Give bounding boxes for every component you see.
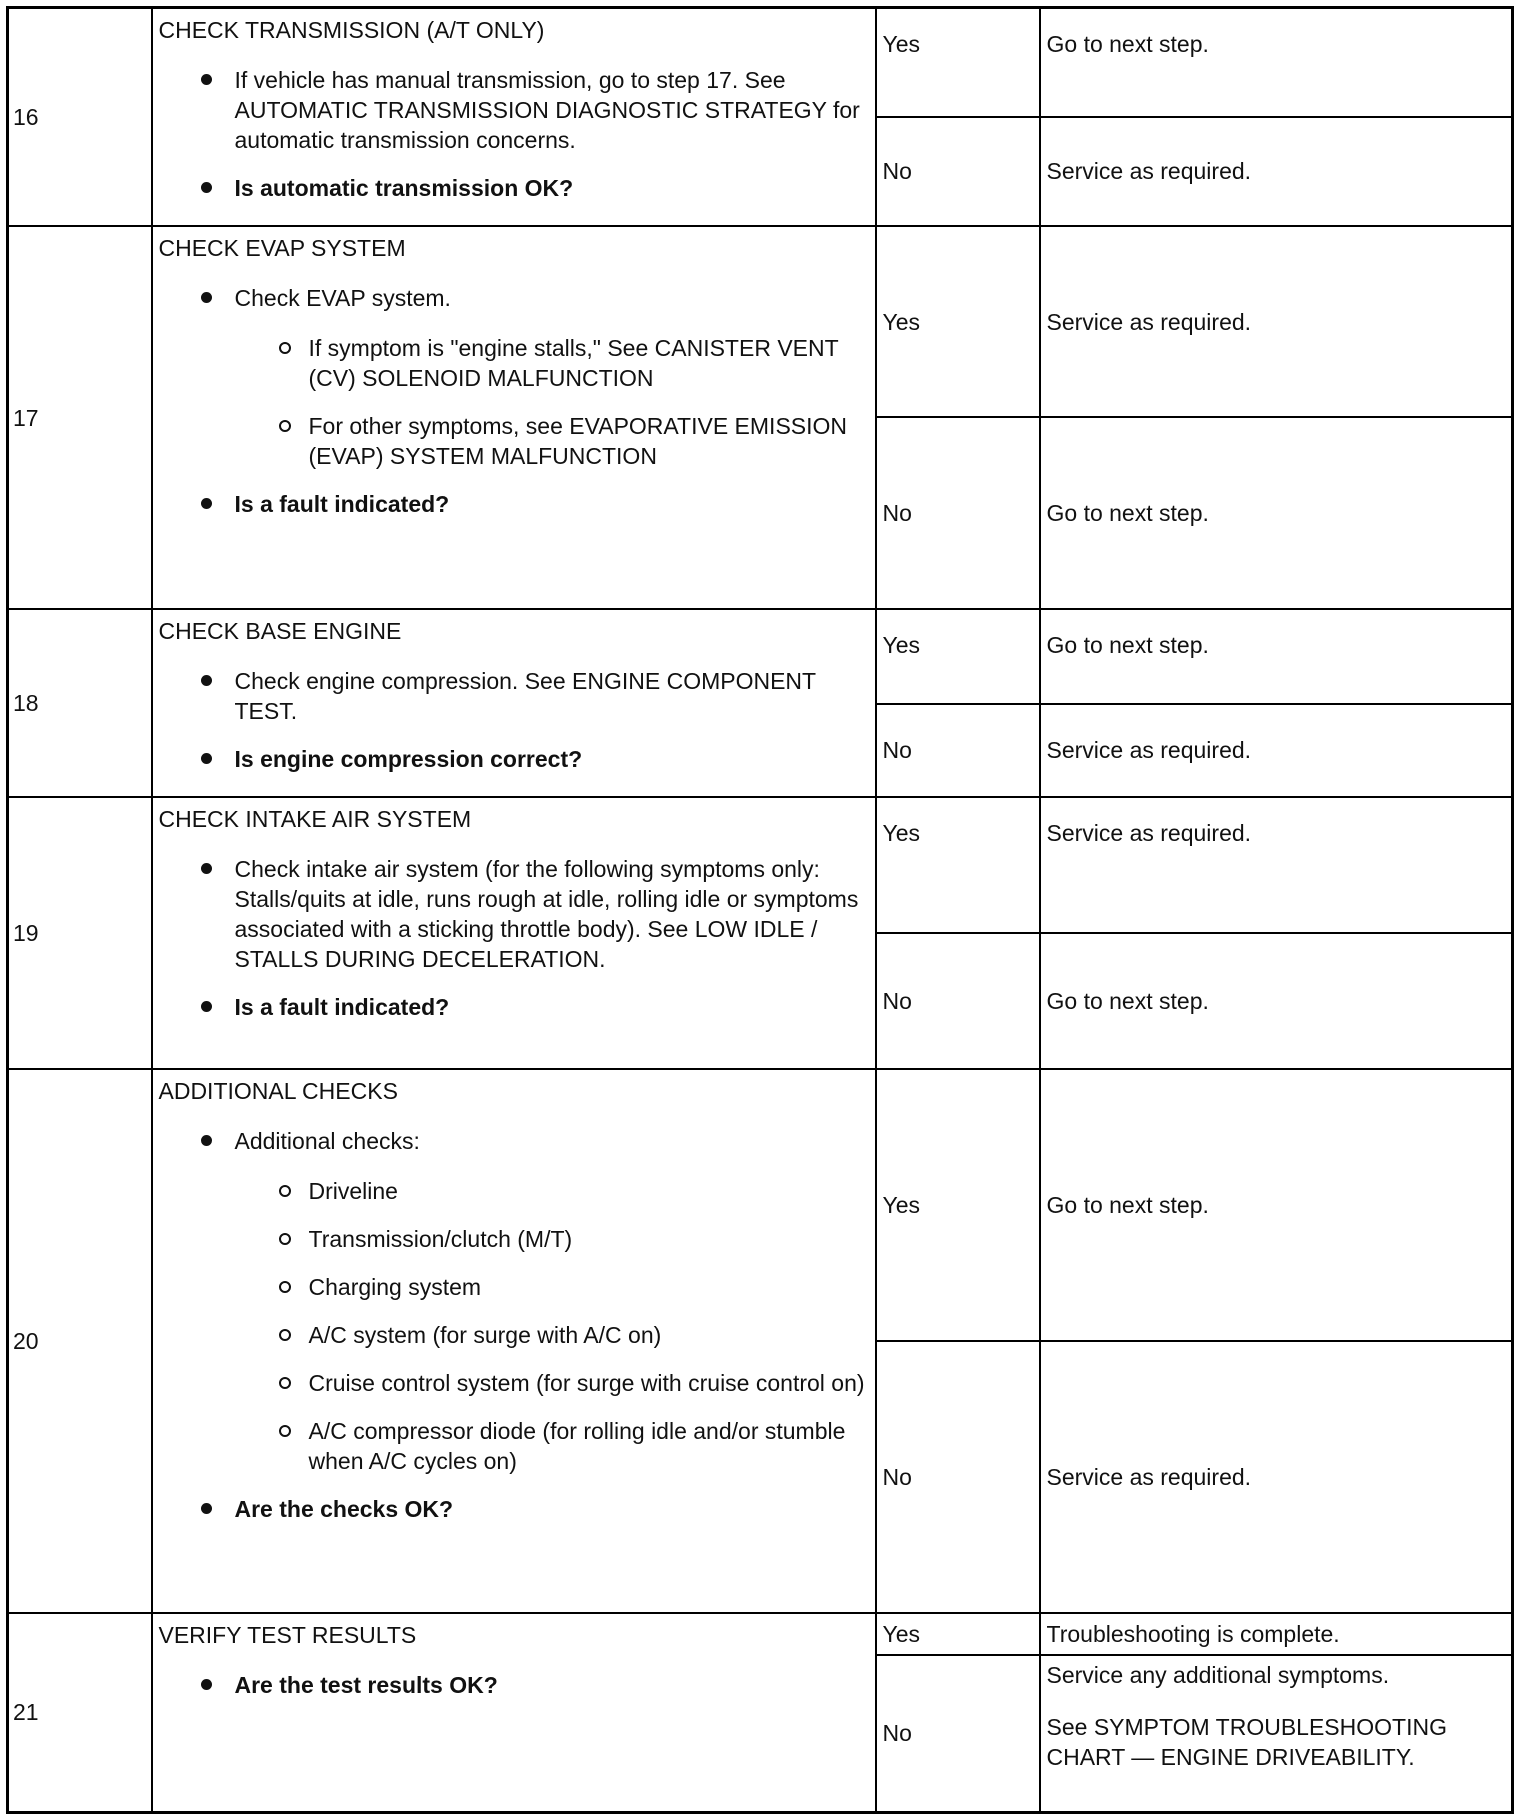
test-cell (152, 797, 876, 1069)
test-heading: CHECK EVAP SYSTEM (158, 235, 406, 261)
test-question: Is a fault indicated? (235, 992, 867, 1022)
test-cell (152, 226, 876, 609)
bullet-list (159, 283, 867, 519)
step-number: 20 (8, 1069, 152, 1613)
result-yes: Yes (876, 609, 1040, 704)
diagnostic-steps-table (6, 6, 1514, 1814)
list-item-text: Additional checks: (234, 1128, 420, 1154)
test-cell (152, 1069, 876, 1613)
list-item: If vehicle has manual transmission, go to step 17. See AUTOMATIC TRANSMISSION DIAGNOSTIC STRATEGY for automatic transmission concerns. (235, 65, 867, 155)
action-yes: Service as required. (1040, 226, 1513, 417)
result-yes: Yes (876, 797, 1040, 933)
sub-list-item: A/C system (for surge with A/C on) (309, 1320, 867, 1350)
table-row (8, 1613, 1513, 1655)
result-no: No (876, 704, 1040, 798)
test-question: Are the test results OK? (235, 1670, 867, 1700)
result-no: No (876, 1341, 1040, 1613)
test-heading: CHECK BASE ENGINE (158, 618, 402, 644)
test-question: Are the checks OK? (235, 1494, 867, 1524)
action-no: Go to next step. (1040, 933, 1513, 1069)
table-row (8, 226, 1513, 417)
list-item (235, 1126, 867, 1476)
symptom-chart-reference: See SYMPTOM TROUBLESHOOTING CHART — ENGINE DRIVEABILITY. (1046, 1714, 1447, 1770)
step-number: 19 (8, 797, 152, 1069)
test-heading: CHECK TRANSMISSION (A/T ONLY) (158, 17, 545, 43)
test-question: Is automatic transmission OK? (235, 173, 867, 203)
sub-list-item: Driveline (309, 1176, 867, 1206)
step-number: 17 (8, 226, 152, 609)
result-no: No (876, 933, 1040, 1069)
list-item (235, 283, 867, 471)
table-row (8, 1069, 1513, 1341)
test-heading: CHECK INTAKE AIR SYSTEM (158, 806, 472, 832)
result-yes: Yes (876, 226, 1040, 417)
test-heading: VERIFY TEST RESULTS (158, 1622, 417, 1648)
table-row (8, 8, 1513, 117)
action-no: Service as required. (1040, 704, 1513, 798)
sub-list-item: For other symptoms, see EVAPORATIVE EMISSION (EVAP) SYSTEM MALFUNCTION (309, 411, 867, 471)
step-number: 18 (8, 609, 152, 797)
test-cell (152, 8, 876, 227)
sub-list (235, 333, 867, 471)
result-yes: Yes (876, 1069, 1040, 1341)
action-yes: Go to next step. (1040, 1069, 1513, 1341)
action-no-line-1: Service any additional symptoms. (1046, 1662, 1390, 1688)
sub-list (235, 1176, 867, 1476)
table-row (8, 797, 1513, 933)
step-number: 21 (8, 1613, 152, 1812)
test-cell (152, 609, 876, 797)
list-item: Check engine compression. See ENGINE COMPONENT TEST. (235, 666, 867, 726)
action-yes: Troubleshooting is complete. (1040, 1613, 1513, 1655)
bullet-list (159, 666, 867, 774)
bullet-list (159, 1126, 867, 1524)
action-no: Service as required. (1040, 117, 1513, 226)
result-no: No (876, 1655, 1040, 1812)
table-row (8, 609, 1513, 704)
list-item: Check intake air system (for the following symptoms only: Stalls/quits at idle, runs rough at idle, rolling idle or symptoms associated with a sticking throttle body). See LOW IDLE / STALLS DURING DECELERATION. (235, 854, 867, 974)
action-no: Service as required. (1040, 1341, 1513, 1613)
sub-list-item: Cruise control system (for surge with cruise control on) (308, 1370, 865, 1396)
test-cell (152, 1613, 876, 1812)
action-yes: Go to next step. (1040, 609, 1513, 704)
sub-list-item: Charging system (309, 1272, 867, 1302)
action-yes: Go to next step. (1040, 8, 1513, 117)
result-yes: Yes (876, 1613, 1040, 1655)
test-question: Is a fault indicated? (235, 489, 867, 519)
bullet-list (159, 1670, 867, 1700)
sub-list-item: Transmission/clutch (M/T) (309, 1224, 867, 1254)
result-no: No (876, 117, 1040, 226)
sub-list-item: If symptom is "engine stalls," See CANISTER VENT (CV) SOLENOID MALFUNCTION (309, 333, 867, 393)
list-item-text: Check EVAP system. (234, 285, 451, 311)
action-no (1040, 1655, 1513, 1812)
sub-list-item: A/C compressor diode (for rolling idle and/or stumble when A/C cycles on) (309, 1416, 867, 1476)
action-no: Go to next step. (1040, 417, 1513, 609)
result-no: No (876, 417, 1040, 609)
bullet-list (159, 65, 867, 203)
test-question: Is engine compression correct? (235, 744, 867, 774)
action-yes: Service as required. (1040, 797, 1513, 933)
result-yes: Yes (876, 8, 1040, 117)
test-heading: ADDITIONAL CHECKS (158, 1078, 398, 1104)
step-number: 16 (8, 8, 152, 227)
bullet-list (159, 854, 867, 1022)
